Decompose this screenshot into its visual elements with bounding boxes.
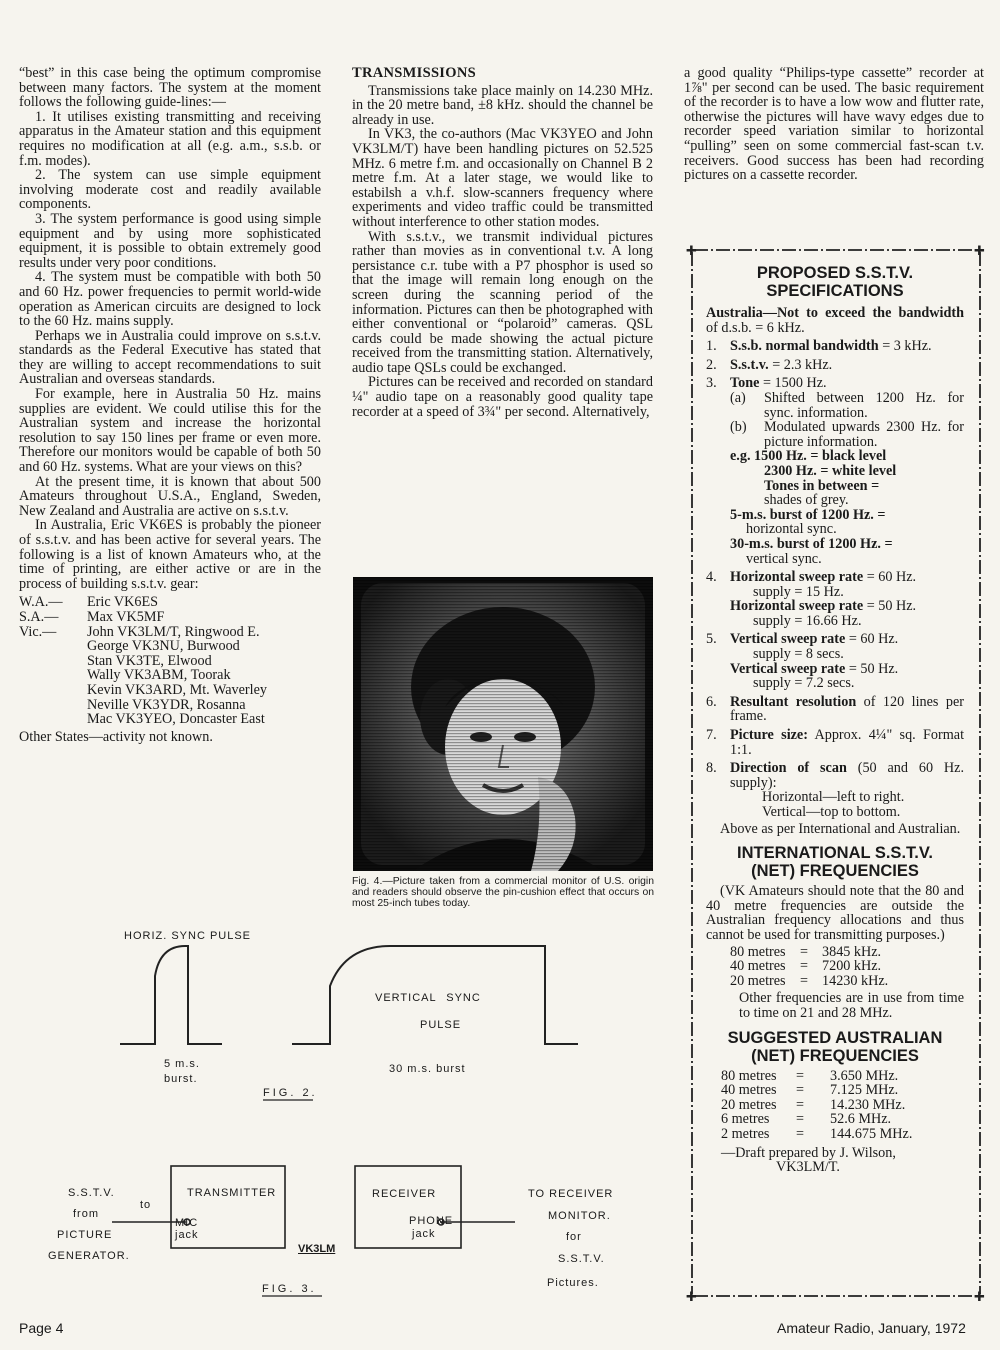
fig2-vert-label: VERTICAL SYNC: [375, 992, 481, 1004]
spec-item: 7. Picture size: Approx. 4¼" sq. Format 1:1.: [706, 727, 965, 758]
jack-label: jack: [412, 1228, 436, 1240]
spec-example: e.g. 1500 Hz. = black level: [730, 448, 887, 465]
freq-value: 144.675 MHz.: [830, 1125, 913, 1142]
gear-group: [19, 610, 321, 625]
fig3-text: TO RECEIVER: [528, 1188, 614, 1200]
spec-subitem: supply = 7.2 secs.: [753, 675, 855, 692]
gear-group: [19, 595, 321, 610]
paragraph: In VK3, the co-authors (Mac VK3YEO and John VK3LM/T) have been handling pictures on 52.525 MHz. 6 metre f.m. and occasionally on Channel B 2 metre f.m. At a later stage, we would like to estabilsh a v.h.f. slow-scanners frequency where experiments and video traffic could be transmitted without interference to other station modes.: [352, 126, 653, 230]
spec-example: horizontal sync.: [746, 521, 837, 538]
spec-subitem: supply = 8 secs.: [753, 646, 844, 663]
spec-subitem: supply = 16.66 Hz.: [753, 612, 862, 629]
paragraph: Transmissions take place mainly on 14.230 MHz. in the 20 metre band, ±8 kHz. should the channel be already in use.: [352, 82, 653, 128]
spec-subitem: Horizontal—left to right.: [762, 789, 905, 806]
paragraph: Perhaps we in Australia could improve on s.s.t.v. standards as the Federal Executive has stated that they are willing to accept recommendations to suit Australian and overseas standards.: [19, 327, 321, 388]
spec-subitem: Vertical—top to bottom.: [762, 804, 901, 820]
svg-text:✚: ✚: [686, 1290, 697, 1302]
paragraph: “best” in this case being the optimum compromise between many factors. The system at the moment follows the following guide-lines:—: [19, 65, 321, 111]
gear-name: Max VK5MF: [87, 608, 165, 625]
freq-value: 3.650 MHz.: [830, 1067, 899, 1084]
paragraph: a good quality “Philips-type cassette” recorder at 1⅞" per second can be used. The basic requirement of the recorder is to have a low wow and flutter rate, otherwise the pictures will have wavy edges due to recorder speed variation similar to horizontal “pulling” seen on some commercial fast-scan t.v. receivers. Good success has been had recording pictures on a cassette recorder.: [684, 65, 984, 184]
gear-group: [19, 625, 321, 727]
spec-subitem: supply = 15 Hz.: [753, 583, 844, 600]
gear-list: [19, 595, 321, 744]
freq-value: 14230 kHz.: [822, 972, 889, 989]
spec-subitem: (a) Shifted between 1200 Hz. for sync. information.: [730, 389, 964, 421]
fig2-horiz-label: HORIZ. SYNC PULSE: [124, 930, 252, 942]
fig3-text: MONITOR.: [548, 1210, 611, 1222]
gear-name: Stan VK3TE, Elwood: [87, 652, 212, 669]
fig3-text: PICTURE: [57, 1229, 113, 1241]
freq-band: 40 metres: [721, 1082, 777, 1099]
intl-other: Other frequencies are in use from time to time on 21 and 28 MHz.: [739, 990, 964, 1021]
fig3-text: GENERATOR.: [48, 1250, 130, 1262]
spec-example: Tones in between =: [764, 477, 880, 494]
gear-name: Wally VK3ABM, Toorak: [87, 667, 231, 684]
paragraph: 4. The system must be compatible with both 50 and 60 Hz. power frequencies to permit world-wide operation as American circuits are designed to lock to the 60 Hz. mains supply.: [19, 269, 321, 330]
freq-band: 6 metres: [721, 1111, 770, 1128]
paragraph: In Australia, Eric VK6ES is probably the pioneer of s.s.t.v. and has been active for several years. The following is a list of known Amateurs who, at the time of printing, are either active or are in the process of building s.s.t.v. gear:: [19, 517, 321, 592]
paragraph: With s.s.t.v., we transmit individual pictures rather than movies as in conventional t.v. A long persistance c.r. tube with a P7 phosphor is used so that the image will remain long enough on the screen during the scanning period of the information. Pictures can then be photographed with either conventional or “polaroid” cameras. QSL cards could be made showing the actual picture received from the transmitting station. Alternatively, audio tape QSLs could be exchanged.: [352, 228, 653, 376]
aus-heading: SUGGESTED AUSTRALIAN: [727, 1028, 943, 1047]
spec-australia: Australia—Not to exceed the bandwidth of d.s.b. = 6 kHz.: [706, 305, 964, 336]
paragraph: 3. The system performance is good using simple equipment and by using more sophisticated equipment, it is possible to obtain extremely good results under very poor conditions.: [19, 210, 321, 271]
fig3-text: S.S.T.V.: [68, 1187, 115, 1199]
phone-label: PHONE: [409, 1215, 454, 1227]
fig3-text: for: [566, 1231, 582, 1243]
freq-value: 7.125 MHz.: [830, 1082, 899, 1099]
gear-name: John VK3LM/T, Ringwood E.: [87, 623, 260, 640]
section-heading: TRANSMISSIONS: [352, 65, 476, 81]
spec-example: 2300 Hz. = white level: [764, 462, 897, 479]
aus-heading: (NET) FREQUENCIES: [751, 1046, 919, 1065]
fig2-caption: FIG. 2.: [263, 1087, 318, 1099]
freq-band: 80 metres: [721, 1067, 777, 1084]
spec-list: [706, 306, 964, 836]
paragraph: For example, here in Australia 50 Hz. mains supplies are evident. We could utilise this for the Australian system and increase the horizontal resolution to say 150 lines per frame or even more. Therefore our monitors would be capable of both 50 and 60 Hz. systems. What are your views on this?: [19, 386, 321, 476]
column-2: [352, 66, 653, 419]
freq-value: 52.6 MHz.: [830, 1111, 892, 1128]
freq-band: 40 metres: [730, 958, 786, 975]
other-states: Other States—activity not known.: [19, 728, 213, 745]
photo-graphic: [353, 577, 653, 871]
mic-label: MIC: [175, 1217, 199, 1229]
fig2-burst-label: burst.: [164, 1073, 198, 1085]
spec-example: 30-m.s. burst of 1200 Hz. =: [730, 535, 893, 552]
fig3-text: from: [73, 1208, 99, 1220]
freq-band: 2 metres: [721, 1125, 770, 1142]
spec-heading: PROPOSED S.S.T.V.: [756, 264, 914, 282]
spec-note: Above as per International and Australian.: [720, 820, 961, 837]
freq-band: 20 metres: [730, 972, 786, 989]
aus-freq-table: 80 metres = 3.650 MHz. 40 metres = 7.125 MHz. 20 metres = 14.230 MHz. 6 metres = 52.6 MHz. 2 metres = 144.675 MHz.: [706, 1069, 964, 1142]
transmitter-label: TRANSMITTER: [187, 1187, 277, 1199]
fig2-burst-label: 30 m.s. burst: [389, 1063, 466, 1075]
fig3-caption: FIG. 3.: [262, 1283, 317, 1295]
draft-credit: —Draft prepared by J. Wilson,: [721, 1144, 896, 1161]
gear-name: Kevin VK3ARD, Mt. Waverley: [87, 681, 267, 698]
spec-item: 4. Horizontal sweep rate = 60 Hz.: [706, 569, 917, 586]
intl-heading: INTERNATIONAL S.S.T.V.: [737, 844, 933, 863]
receiver-box: [355, 1166, 461, 1248]
publication-footer: Amateur Radio, January, 1972: [777, 1320, 966, 1336]
gear-name: Mac VK3YEO, Doncaster East: [87, 711, 265, 728]
receiver-label: RECEIVER: [372, 1188, 437, 1200]
spec-item: 2. S.s.t.v. = 2.3 kHz.: [706, 356, 833, 373]
paragraph: Pictures can be received and recorded on standard ¼" audio tape on a reasonably good quality tape recorder at a speed of 3¾" per second. Alternatively,: [352, 374, 653, 420]
gear-state: S.A.—: [19, 608, 59, 625]
intl-heading: (NET) FREQUENCIES: [751, 862, 919, 881]
monitor-photo: [353, 577, 653, 871]
gear-state: Vic.—: [19, 623, 57, 640]
freq-value: 14.230 MHz.: [830, 1096, 906, 1113]
fig3-text: Pictures.: [547, 1277, 599, 1289]
gear-name: Neville VK3YDR, Rosanna: [87, 696, 246, 713]
intl-freq-table: 80 metres = 3845 kHz. 40 metres = 7200 kHz. 20 metres = 14230 kHz.: [706, 945, 964, 989]
gear-name: Eric VK6ES: [87, 594, 159, 611]
draft-credit: VK3LM/T.: [776, 1159, 840, 1176]
fig3-text: to: [140, 1199, 152, 1211]
spec-subitem: Vertical sweep rate = 50 Hz.: [730, 660, 899, 677]
spec-item: 3. Tone = 1500 Hz.: [706, 375, 827, 392]
spec-example: vertical sync.: [746, 550, 822, 567]
spec-item: 8. Direction of scan (50 and 60 Hz. supply):: [706, 760, 964, 791]
jack-label: jack: [175, 1229, 199, 1241]
figure-caption: Fig. 4.—Picture taken from a commercial monitor of U.S. origin and readers should observe the pin-cushion effect that occurs on most 25-inch tubes today.: [352, 876, 654, 910]
gear-state: W.A.—: [19, 594, 63, 611]
spec-example: shades of grey.: [764, 492, 849, 509]
freq-value: 7200 kHz.: [822, 958, 882, 975]
horiz-pulse-waveform: [120, 946, 222, 1044]
vk3lm-label: VK3LM: [298, 1243, 336, 1255]
intl-note: (VK Amateurs should note that the 80 and 40 metre frequencies are outside the Australian frequency allocations and thus cannot be used for transmitting purposes.): [706, 883, 964, 943]
column-3: [684, 66, 984, 183]
specifications-box: [686, 244, 986, 1302]
svg-text:✚: ✚: [974, 244, 985, 259]
fig2-diagram: [0, 920, 686, 1110]
freq-band: 20 metres: [721, 1096, 777, 1113]
page-number: Page 4: [19, 1320, 64, 1336]
spec-item: 6. Resultant resolution of 120 lines per frame.: [706, 693, 965, 725]
freq-band: 80 metres: [730, 943, 786, 960]
column-1: [19, 66, 321, 744]
spec-subitem: (b) Modulated upwards 2300 Hz. for picture information.: [730, 419, 964, 450]
spec-heading: SPECIFICATIONS: [766, 282, 904, 300]
paragraph: At the present time, it is known that about 500 Amateurs throughout U.S.A., England, Sweden, New Zealand and Australia are active on s.s.t.v.: [19, 473, 321, 519]
fig3-text: S.S.T.V.: [558, 1253, 605, 1265]
spec-example: 5-m.s. burst of 1200 Hz. =: [730, 506, 886, 523]
fig2-vert-label: PULSE: [420, 1019, 462, 1031]
spec-item: 5. Vertical sweep rate = 60 Hz.: [706, 631, 899, 648]
paragraph: 2. The system can use simple equipment involving moderate cost and readily available components.: [19, 167, 321, 213]
spec-subitem: Horizontal sweep rate = 50 Hz.: [730, 598, 917, 615]
freq-value: 3845 kHz.: [822, 943, 882, 960]
spec-item: 1. S.s.b. normal bandwidth = 3 kHz.: [706, 338, 932, 355]
gear-name: George VK3NU, Burwood: [87, 638, 240, 655]
fig2-burst-label: 5 m.s.: [164, 1058, 200, 1070]
svg-text:✚: ✚: [686, 244, 697, 259]
paragraph: 1. It utilises existing transmitting and receiving apparatus in the Amateur station and this equipment requires no modification at all (e.g. a.m., s.s.b. or f.m. modes).: [19, 108, 321, 169]
svg-text:✚: ✚: [974, 1290, 985, 1302]
